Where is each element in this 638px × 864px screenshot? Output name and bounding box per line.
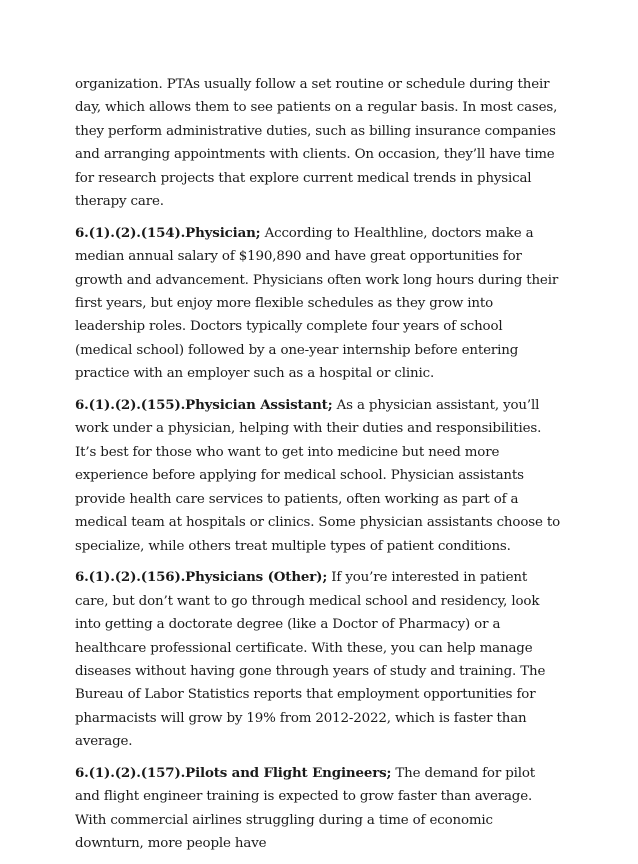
section-heading-pilots-flight-engineers: 6.(1).(2).(157).Pilots and Flight Engineers; [75, 764, 392, 781]
paragraph-physician [75, 222, 560, 386]
section-heading-physician-assistant: 6.(1).(2).(155).Physician Assistant; [75, 397, 333, 414]
paragraph-text: organization. PTAs usually follow a set routine or schedule during their day, which allows them to see patients on a regular basis. In most cases, they perform administrative duties, such as billing insurance companies and arranging appointments with clients. On occasion, they’ll have time for research projects that explore current medical trends in physical therapy care. [75, 77, 558, 210]
paragraph-text: As a physician assistant, you’ll work under a physician, helping with their duties and responsibilities. It’s best for those who want to get into medicine but need more experience before applying for medical school. Physician assistants provide health care services to patients, often working as part of a medical team at hospitals or clinics. Some physician assistants choose to specialize, while others treat multiple types of patient conditions. [75, 398, 560, 554]
paragraph-text: According to Healthline, doctors make a median annual salary of $190,890 and have great opportunities for growth and advancement. Physicians often work long hours during their first years, but enjoy more flexible schedules as they grow into leadership roles. Doctors typically complete four years of school (medical school) followed by a one-year internship before entering practice with an employer such as a hospital or clinic. [75, 225, 559, 382]
document-body [75, 73, 560, 864]
paragraph-physicians-other [75, 566, 560, 753]
paragraph-text: The demand for pilot and flight engineer training is expected to grow faster than average. With commercial airlines struggling during a time of economic downturn, more people have [75, 765, 536, 852]
paragraph-physician-assistant [75, 394, 560, 558]
section-heading-physician: 6.(1).(2).(154).Physician; [75, 224, 261, 241]
paragraph-pta-continued [75, 73, 560, 213]
paragraph-pilots-flight-engineers [75, 762, 560, 856]
section-heading-physicians-other: 6.(1).(2).(156).Physicians (Other); [75, 569, 328, 586]
paragraph-text: If you’re interested in patient care, but don’t want to go through medical school and residency, look into getting a doctorate degree (like a Doctor of Pharmacy) or a healthcare professional certificate. With these, you can help manage diseases without having gone through years of study and training. The Bureau of Labor Statistics reports that employment opportunities for pharmacists will grow by 19% from 2012-2022, which is faster than average. [75, 570, 546, 750]
